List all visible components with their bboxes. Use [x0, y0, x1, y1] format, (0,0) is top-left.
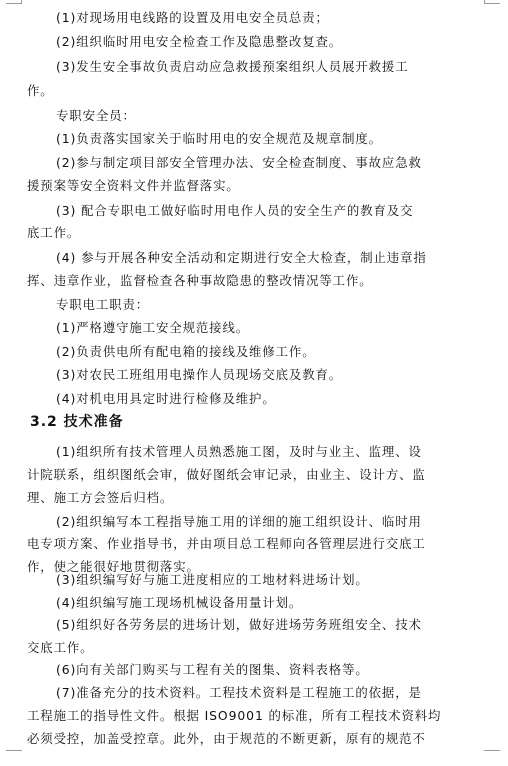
- text-line: [0, 591, 508, 614]
- text-line-content: 专职电工职责：: [56, 297, 150, 312]
- text-line-content: (3)发生安全事故负责启动应急救援预案组织人员展开救援工: [56, 59, 409, 74]
- text-line: [0, 681, 508, 704]
- text-line: [0, 55, 508, 78]
- text-line-content: 援预案等安全资料文件并监督落实。: [27, 178, 240, 193]
- text-line: [0, 6, 508, 29]
- text-line: [0, 221, 508, 244]
- text-line-content: (2)参与制定项目部安全管理办法、安全检查制度、事故应急救: [56, 155, 422, 170]
- text-line-content: (3) 配合专职电工做好临时用电作人员的安全生产的教育及交: [56, 203, 414, 218]
- text-line: [0, 387, 508, 410]
- text-line-content: (3)组织编写好与施工进度相应的工地材料进场计划。: [56, 572, 369, 587]
- text-line-content: (5)组织好各劳务层的进场计划，做好进场劳务班组安全、技术: [56, 617, 422, 632]
- text-line: [0, 30, 508, 53]
- text-line-content: (1)对现场用电线路的设置及用电安全员总责；: [56, 10, 329, 25]
- text-line: [0, 613, 508, 636]
- text-line: [0, 104, 508, 127]
- text-line-content: 必须受控，加盖受控章。此外，由于规范的不断更新，原有的规范不: [27, 731, 426, 746]
- text-line: [0, 463, 508, 486]
- corner-mark-bottom-left: [6, 750, 22, 751]
- text-line: [0, 316, 508, 339]
- text-line: [0, 363, 508, 386]
- text-line-content: 理、施工方会签后归档。: [27, 490, 174, 505]
- text-line-content: (2)负责供电所有配电箱的接线及维修工作。: [56, 344, 316, 359]
- text-line-content: 计院联系，组织图纸会审，做好图纸会审记录，由业主、设计方、监: [27, 467, 426, 482]
- text-line-content: (1)负责落实国家关于临时用电的安全规范及规章制度。: [56, 131, 382, 146]
- text-line: [0, 127, 508, 150]
- text-line-content: (3)对农民工班组用电操作人员现场交底及教育。: [56, 367, 343, 382]
- text-line: [0, 704, 508, 727]
- text-line-content: 专职安全员：: [56, 108, 136, 123]
- text-line-content: 交底工作。: [27, 640, 94, 655]
- text-line-content: 作。: [27, 83, 54, 98]
- text-line: [0, 568, 508, 591]
- text-line-content: 底工作。: [27, 225, 81, 240]
- text-line-content: 作，使之能很好地贯彻落实。: [27, 559, 200, 574]
- text-line-content: 挥、违章作业，监督检查各种事故隐患的整改情况等工作。: [27, 273, 373, 288]
- text-line: [0, 199, 508, 222]
- text-line-content: (2)组织编写本工程指导施工用的详细的施工组织设计、临时用: [56, 514, 422, 529]
- text-line: [0, 636, 508, 659]
- text-line-content: (1)组织所有技术管理人员熟悉施工图，及时与业主、监理、设: [56, 444, 422, 459]
- corner-mark-top-right-h: [484, 3, 500, 4]
- text-line: [0, 727, 508, 750]
- text-line-content: (6)向有关部门购买与工程有关的图集、资料表格等。: [56, 662, 369, 677]
- section-heading: 3.2 技术准备: [30, 414, 124, 430]
- text-line: [0, 340, 508, 363]
- corner-mark-top-right-v: [484, 0, 485, 4]
- text-line: [0, 293, 508, 316]
- text-line-content: 工程施工的指导性文件。根据 ISO9001 的标准，所有工程技术资料均: [27, 708, 442, 723]
- text-line: [0, 658, 508, 681]
- corner-mark-top-left-v: [21, 0, 22, 4]
- text-line: [0, 79, 508, 102]
- text-line-content: (7)准备充分的技术资料。工程技术资料是工程施工的依据，是: [56, 685, 422, 700]
- text-line-content: 电专项方案、作业指导书，并由项目总工程师向各管理层进行交底工: [27, 536, 426, 551]
- text-line: [0, 246, 508, 269]
- text-line-content: (4)对机电用具定时进行检修及维护。: [56, 391, 276, 406]
- text-line: [0, 532, 508, 555]
- text-line: [0, 269, 508, 292]
- text-line-content: (4) 参与开展各种安全活动和定期进行安全大检查，制止违章指: [56, 250, 427, 265]
- text-line-content: (4)组织编写施工现场机械设备用量计划。: [56, 595, 303, 610]
- text-line-content: (1)严格遵守施工安全规范接线。: [56, 320, 250, 335]
- text-line: [0, 151, 508, 174]
- corner-mark-top-left-h: [6, 3, 22, 4]
- text-line-content: (2)组织临时用电安全检查工作及隐患整改复查。: [56, 34, 343, 49]
- corner-mark-bottom-right: [484, 750, 500, 751]
- text-line: [0, 486, 508, 509]
- text-line: [0, 440, 508, 463]
- text-line: [0, 174, 508, 197]
- text-line: [0, 510, 508, 533]
